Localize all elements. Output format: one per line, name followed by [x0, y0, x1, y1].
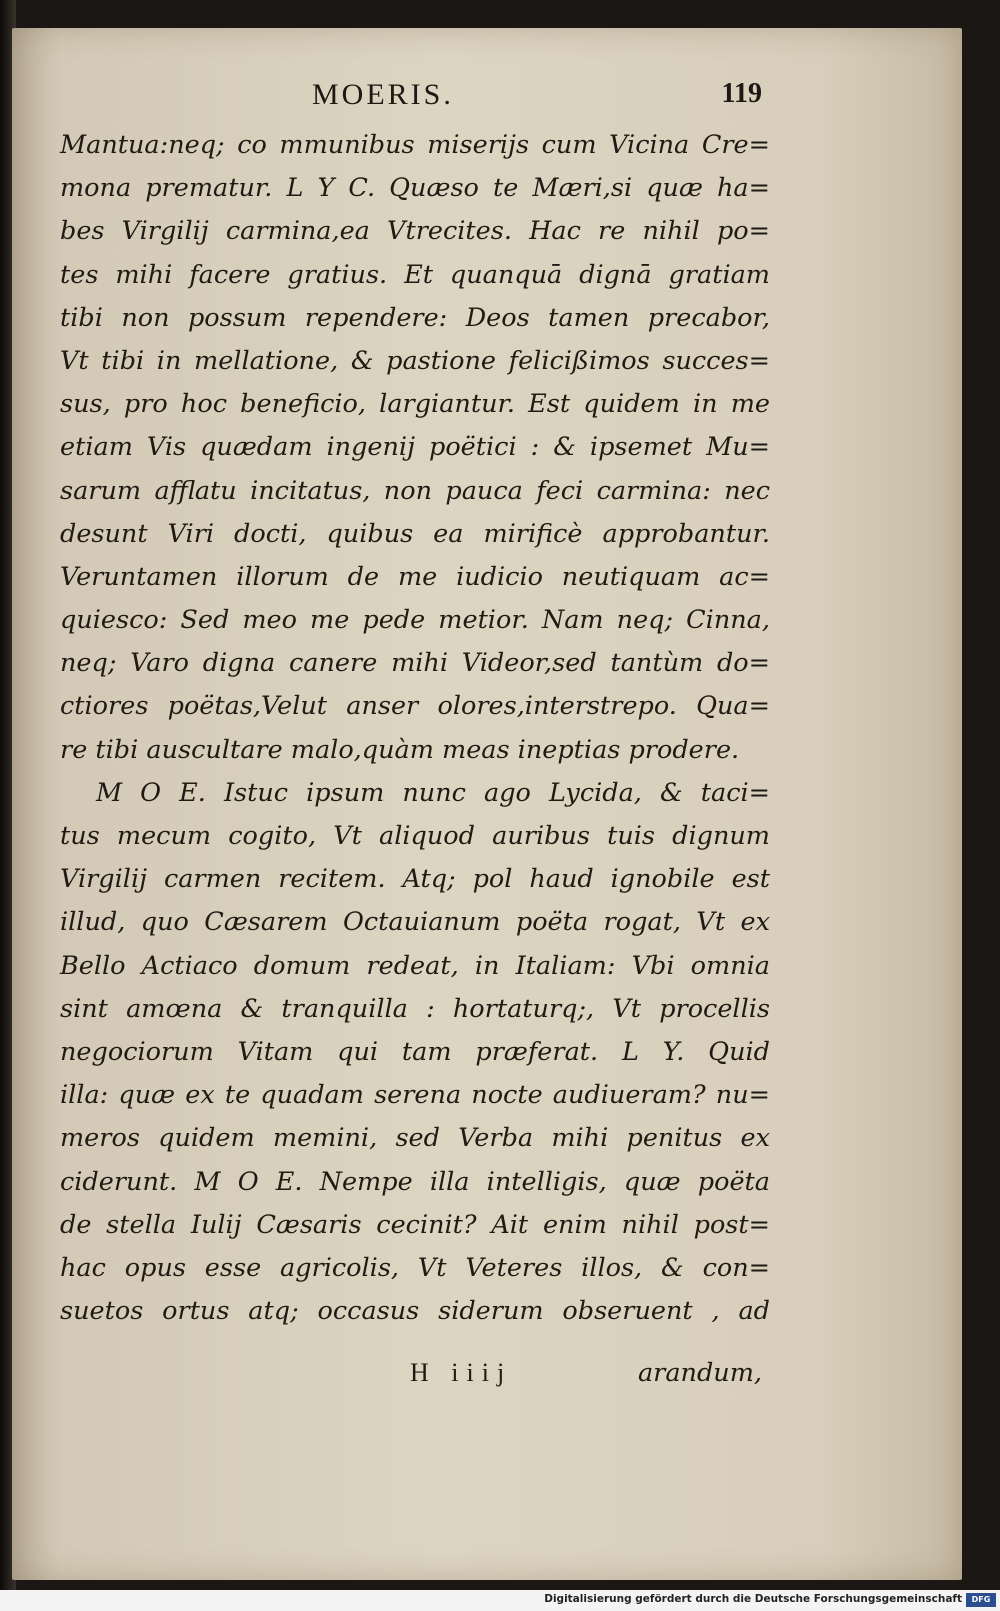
text-line: tus mecum cogito, Vt aliquod auribus tuis dignum: [60, 821, 770, 851]
credit-bar: [0, 1590, 1000, 1611]
page-header: [72, 78, 762, 118]
text-line: re tibi auscultare malo,quàm meas ineptias prodere.: [60, 734, 740, 765]
text-line: suetos ortus atq; occasus siderum obseruent , ad: [60, 1296, 770, 1327]
text-line: tibi non possum rependere: Deos tamen precabor,: [60, 302, 770, 333]
text-line: sint amœna & tranquilla : hortaturq;, Vt procellis: [60, 993, 770, 1024]
text-line: negociorum Vitam qui tam præferat. L Y. Quid: [60, 1036, 770, 1067]
text-line: sus, pro hoc beneficio, largiantur. Est quidem in me: [60, 389, 770, 420]
text-line: tes mihi facere gratius. Et quanquā dignā gratiam: [60, 259, 770, 290]
text-line: bes Virgilij carmina,ea Vtrecites. Hac re nihil po=: [60, 216, 770, 247]
text-line: ciderunt. M O E. Nempe illa intelligis, quæ poëta: [60, 1166, 770, 1197]
signature-mark: H iiij: [410, 1358, 513, 1387]
running-title: MOERIS.: [312, 78, 454, 111]
text-line: illa: quæ ex te quadam serena nocte audiueram? nu=: [60, 1080, 770, 1111]
text-line: neq; Varo digna canere mihi Videor,sed tantùm do=: [60, 648, 770, 679]
text-line: de stella Iulij Cæsaris cecinit? Ait enim nihil post=: [60, 1209, 770, 1240]
page-number: 119: [721, 78, 762, 109]
page-footer: [72, 1358, 762, 1402]
funding-credit: Digitalisierung gefördert durch die Deutsche Forschungsgemeinschaft: [544, 1593, 962, 1605]
text-line: meros quidem memini, sed Verba mihi penitus ex: [60, 1123, 770, 1154]
text-line: etiam Vis quædam ingenij poëtici : & ipsemet Mu=: [60, 432, 770, 463]
text-line: sarum afflatu incitatus, non pauca feci carmina: nec: [60, 475, 770, 506]
text-line: Bello Actiaco domum redeat, in Italiam: Vbi omnia: [60, 950, 770, 981]
text-line: mona prematur. L Y C. Quæso te Mæri,si quæ ha=: [60, 173, 770, 204]
dfg-logo: DFG: [966, 1593, 996, 1607]
text-line: Mantua:neq; co mmunibus miserijs cum Vicina Cre=: [60, 130, 770, 160]
catchword: arandum,: [637, 1358, 762, 1388]
text-line: M O E. Istuc ipsum nunc ago Lycida, & taci=: [96, 777, 770, 808]
text-line: desunt Viri docti, quibus ea mirificè approbantur.: [60, 518, 770, 549]
text-line: hac opus esse agricolis, Vt Veteres illos, & con=: [60, 1252, 770, 1283]
text-line: Virgilij carmen recitem. Atq; pol haud ignobile est: [60, 864, 770, 895]
text-line: quiesco: Sed meo me pede metior. Nam neq; Cinna,: [60, 605, 770, 636]
book-page: [12, 28, 962, 1580]
text-line: ctiores poëtas,Velut anser olores,interstrepo. Qua=: [60, 691, 770, 722]
text-line: Veruntamen illorum de me iudicio neutiquam ac=: [60, 561, 770, 592]
text-line: illud, quo Cæsarem Octauianum poëta rogat, Vt ex: [60, 907, 770, 938]
text-line: Vt tibi in mellatione, & pastione felicißimos succes=: [60, 345, 770, 376]
body-text: [60, 124, 770, 1333]
